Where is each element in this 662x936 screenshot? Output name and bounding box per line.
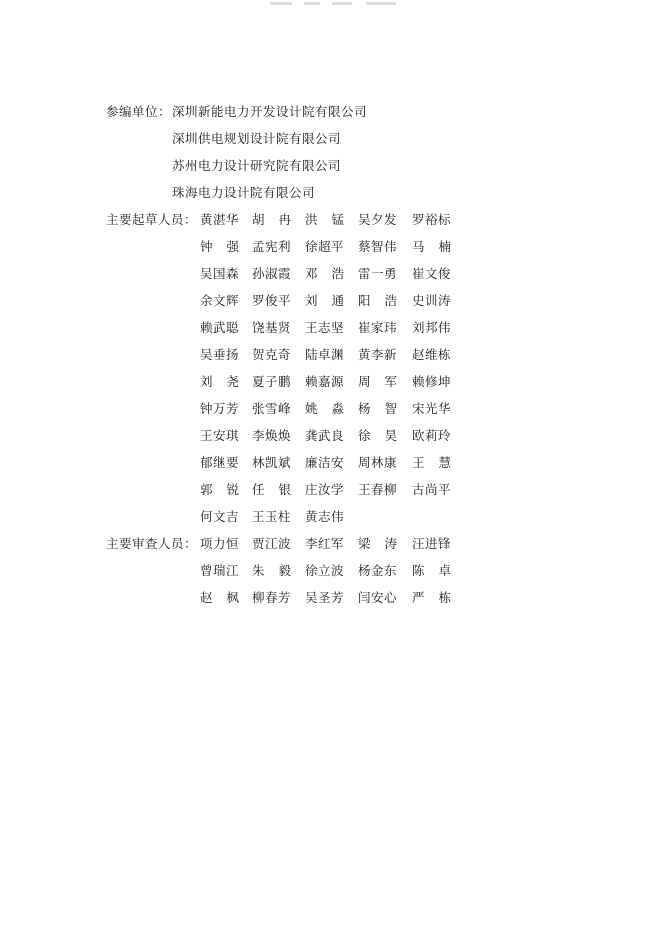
drafter-name: 饶基贤 — [252, 320, 292, 335]
drafter-name: 黄李新 — [358, 347, 398, 362]
reviewer-name: 严栋 — [412, 590, 466, 605]
drafter-name: 何文吉 — [200, 509, 240, 524]
drafter-name: 吴夕发 — [358, 212, 398, 227]
participating-unit: 珠海电力设计院有限公司 — [172, 185, 316, 200]
reviewer-name: 梁涛 — [358, 536, 412, 551]
drafter-name: 刘尧 — [200, 374, 254, 389]
drafter-name: 赖嘉源 — [305, 374, 345, 389]
drafter-name: 洪锰 — [305, 212, 359, 227]
drafter-name: 刘邦伟 — [412, 320, 452, 335]
reviewer-name: 赵枫 — [200, 590, 254, 605]
drafter-name: 周军 — [358, 374, 412, 389]
drafter-name: 王春柳 — [358, 482, 398, 497]
main-drafters-label: 主要起草人员： — [106, 212, 198, 227]
drafter-name: 蔡智伟 — [358, 239, 398, 254]
drafter-name: 杨智 — [358, 401, 412, 416]
drafter-name: 雷一勇 — [358, 266, 398, 281]
drafter-name: 史训涛 — [412, 293, 452, 308]
drafter-name: 赖武聪 — [200, 320, 240, 335]
drafter-name: 姚淼 — [305, 401, 359, 416]
reviewer-name: 陈卓 — [412, 563, 466, 578]
drafter-name: 庄汝学 — [305, 482, 345, 497]
reviewer-name: 贾江波 — [252, 536, 292, 551]
drafter-name: 余文辉 — [200, 293, 240, 308]
drafter-name: 徐昊 — [358, 428, 412, 443]
drafter-name: 孟宪利 — [252, 239, 292, 254]
drafter-name: 罗裕标 — [412, 212, 452, 227]
drafter-name: 贺克奇 — [252, 347, 292, 362]
drafter-name: 崔文俊 — [412, 266, 452, 281]
drafter-name: 任银 — [252, 482, 306, 497]
reviewer-name: 项力恒 — [200, 536, 240, 551]
drafter-name: 钟万芳 — [200, 401, 240, 416]
reviewer-name: 杨金东 — [358, 563, 398, 578]
drafter-name: 孙淑霞 — [252, 266, 292, 281]
reviewer-name: 柳春芳 — [252, 590, 292, 605]
drafter-name: 吴国森 — [200, 266, 240, 281]
drafter-name: 胡冉 — [252, 212, 306, 227]
drafter-name: 邓浩 — [305, 266, 359, 281]
drafter-name: 马楠 — [412, 239, 466, 254]
drafter-name: 宋光华 — [412, 401, 452, 416]
drafter-name: 张雪峰 — [252, 401, 292, 416]
drafter-name: 王志坚 — [305, 320, 345, 335]
participating-unit: 深圳供电规划设计院有限公司 — [172, 131, 342, 146]
reviewer-name: 朱毅 — [252, 563, 306, 578]
reviewer-name: 汪进锋 — [412, 536, 452, 551]
drafter-name: 罗俊平 — [252, 293, 292, 308]
drafter-name: 龚武良 — [305, 428, 345, 443]
participating-unit: 深圳新能电力开发设计院有限公司 — [172, 104, 368, 119]
reviewer-name: 闫安心 — [358, 590, 398, 605]
drafter-name: 黄志伟 — [305, 509, 345, 524]
drafter-name: 赖修坤 — [412, 374, 452, 389]
drafter-name: 黄湛华 — [200, 212, 240, 227]
drafter-name: 崔家玮 — [358, 320, 398, 335]
drafter-name: 郁继要 — [200, 455, 240, 470]
drafter-name: 阳浩 — [358, 293, 412, 308]
header-remnant — [270, 2, 410, 6]
drafter-name: 钟强 — [200, 239, 254, 254]
drafter-name: 王安琪 — [200, 428, 240, 443]
drafter-name: 王玉柱 — [252, 509, 292, 524]
drafter-name: 林凯斌 — [252, 455, 292, 470]
drafter-name: 欧莉玲 — [412, 428, 452, 443]
drafter-name: 廉洁安 — [305, 455, 345, 470]
drafter-name: 陆卓渊 — [305, 347, 345, 362]
drafter-name: 周林康 — [358, 455, 398, 470]
reviewer-name: 曾瑞江 — [200, 563, 240, 578]
drafter-name: 刘通 — [305, 293, 359, 308]
drafter-name: 古尚平 — [412, 482, 452, 497]
reviewer-name: 徐立波 — [305, 563, 345, 578]
drafter-name: 李焕焕 — [252, 428, 292, 443]
drafter-name: 夏子鹏 — [252, 374, 292, 389]
drafter-name: 徐超平 — [305, 239, 345, 254]
reviewer-name: 吴圣芳 — [305, 590, 345, 605]
drafter-name: 吴垂扬 — [200, 347, 240, 362]
drafter-name: 郭锐 — [200, 482, 254, 497]
reviewer-name: 李红军 — [305, 536, 345, 551]
drafter-name: 王慧 — [412, 455, 466, 470]
drafter-name: 赵维栋 — [412, 347, 452, 362]
participating-unit: 苏州电力设计研究院有限公司 — [172, 158, 342, 173]
participating-units-label: 参编单位： — [106, 104, 172, 119]
main-reviewers-label: 主要审查人员： — [106, 536, 198, 551]
